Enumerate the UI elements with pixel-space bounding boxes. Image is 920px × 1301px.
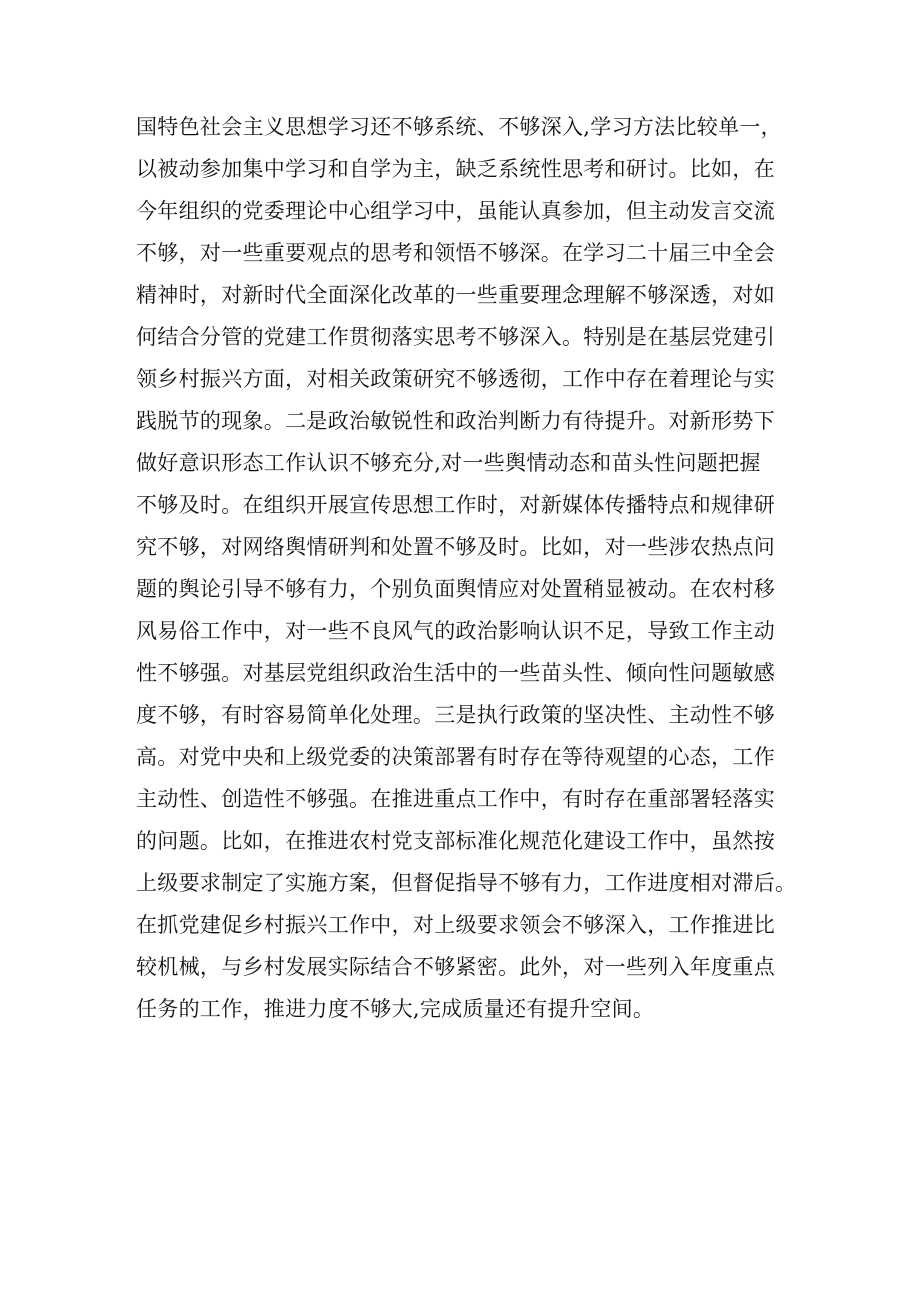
text-line: 做好意识形态工作认识不够充分,对一些舆情动态和苗头性问题把握 [136,451,761,475]
text-line: 高。对党中央和上级党委的决策部署有时存在等待观望的心态，工作 [136,745,775,769]
text-line: 今年组织的党委理论中心组学习中，虽能认真参加，但主动发言交流 [136,199,775,223]
text-line: 究不够，对网络舆情研判和处置不够及时。比如，对一些涉农热点问 [136,535,775,559]
body-text [136,106,796,1030]
text-line: 在抓党建促乡村振兴工作中，对上级要求领会不够深入，工作推进比 [136,913,775,937]
text-line: 任务的工作，推进力度不够大,完成质量还有提升空间。 [136,997,655,1021]
text-line: 领乡村振兴方面，对相关政策研究不够透彻，工作中存在着理论与实 [136,367,775,391]
text-line: 较机械，与乡村发展实际结合不够紧密。此外，对一些列入年度重点 [136,955,775,979]
text-line: 践脱节的现象。二是政治敏锐性和政治判断力有待提升。对新形势下 [136,409,775,433]
text-line: 不够及时。在组织开展宣传思想工作时，对新媒体传播特点和规律研 [136,493,775,517]
text-line: 度不够，有时容易简单化处理。三是执行政策的坚决性、主动性不够 [136,703,775,727]
text-line: 精神时，对新时代全面深化改革的一些重要理念理解不够深透，对如 [136,283,775,307]
text-line: 性不够强。对基层党组织政治生活中的一些苗头性、倾向性问题敏感 [136,661,775,685]
text-line: 风易俗工作中，对一些不良风气的政治影响认识不足，导致工作主动 [136,619,775,643]
text-line: 不够，对一些重要观点的思考和领悟不够深。在学习二十届三中全会 [136,241,775,265]
text-line: 主动性、创造性不够强。在推进重点工作中，有时存在重部署轻落实 [136,787,775,811]
text-line: 的问题。比如，在推进农村党支部标准化规范化建设工作中，虽然按 [136,829,775,853]
text-line: 题的舆论引导不够有力，个别负面舆情应对处置稍显被动。在农村移 [136,577,775,601]
text-line: 国特色社会主义思想学习还不够系统、不够深入,学习方法比较单一， [136,115,782,139]
text-line: 以被动参加集中学习和自学为主，缺乏系统性思考和研讨。比如，在 [136,157,775,181]
text-line: 何结合分管的党建工作贯彻落实思考不够深入。特别是在基层党建引 [136,325,775,349]
text-line: 上级要求制定了实施方案，但督促指导不够有力，工作进度相对滞后。 [136,871,797,895]
